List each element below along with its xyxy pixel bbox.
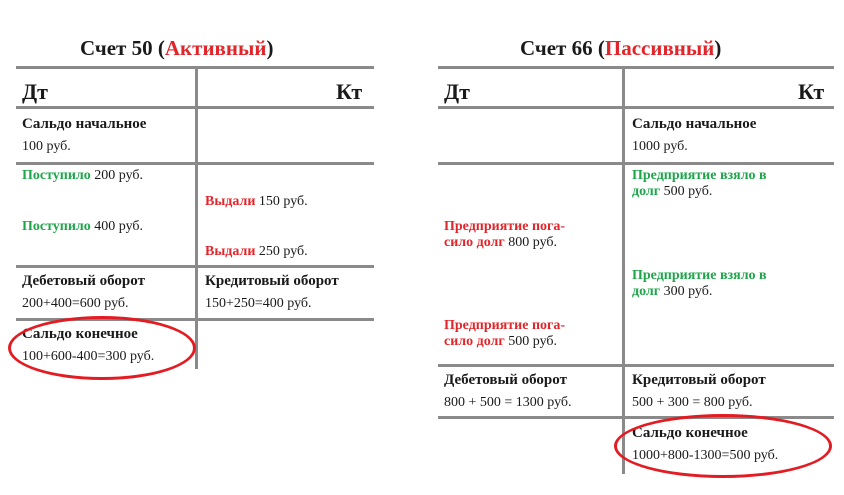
highlight-ellipse	[614, 414, 832, 478]
account-type-label: Активный	[164, 36, 267, 60]
debit-turnover-value: 200+400=600 руб.	[22, 296, 129, 311]
debit-entry: Поступило 200 руб.	[22, 168, 144, 183]
closing-balance-value: 100+600-400=300 руб.	[22, 349, 155, 364]
closing-balance-value: 1000+800-1300=500 руб.	[632, 448, 779, 463]
account-type-label: Пассивный	[604, 36, 715, 60]
opening-rule	[438, 162, 834, 165]
debit-entry: Поступило 400 руб.	[22, 219, 144, 234]
debit-turnover-value: 800 + 500 = 1300 руб.	[444, 395, 572, 410]
turnover-rule	[438, 364, 834, 367]
top-rule	[438, 66, 834, 69]
debit-entry: Предприятие пога- сило долг 800 руб.	[444, 219, 566, 250]
account-50-title: Счет 50 (Активный)	[80, 36, 274, 60]
turnover-rule	[16, 265, 374, 268]
debit-header: Дт	[22, 79, 48, 104]
header-rule	[438, 106, 834, 109]
opening-balance-label: Сальдо начальное	[632, 116, 757, 132]
debit-entry: Предприятие пога- сило долг 500 руб.	[444, 318, 566, 349]
credit-entry: Выдали 250 руб.	[205, 244, 308, 259]
credit-entry: Предприятие взяло в долг 500 руб.	[632, 168, 767, 199]
debit-turnover-label: Дебетовый оборот	[444, 372, 567, 388]
opening-balance-value: 1000 руб.	[632, 139, 688, 154]
account-66-title: Счет 66 (Пассивный)	[520, 36, 722, 60]
t-divider	[195, 69, 198, 369]
opening-rule	[16, 162, 374, 165]
credit-turnover-value: 500 + 300 = 800 руб.	[632, 395, 753, 410]
credit-entry: Предприятие взяло в долг 300 руб.	[632, 268, 767, 299]
t-divider	[622, 69, 625, 474]
credit-header: Кт	[336, 79, 363, 104]
opening-balance-label: Сальдо начальное	[22, 116, 147, 132]
closing-balance-label: Сальдо конечное	[22, 326, 138, 342]
debit-turnover-label: Дебетовый оборот	[22, 273, 145, 289]
debit-header: Дт	[444, 79, 470, 104]
credit-turnover-label: Кредитовый оборот	[205, 273, 339, 289]
highlight-ellipse	[8, 316, 196, 380]
credit-entry: Выдали 150 руб.	[205, 194, 308, 209]
closing-balance-label: Сальдо конечное	[632, 425, 748, 441]
credit-turnover-label: Кредитовый оборот	[632, 372, 766, 388]
credit-turnover-value: 150+250=400 руб.	[205, 296, 312, 311]
opening-balance-value: 100 руб.	[22, 139, 71, 154]
credit-header: Кт	[798, 79, 825, 104]
